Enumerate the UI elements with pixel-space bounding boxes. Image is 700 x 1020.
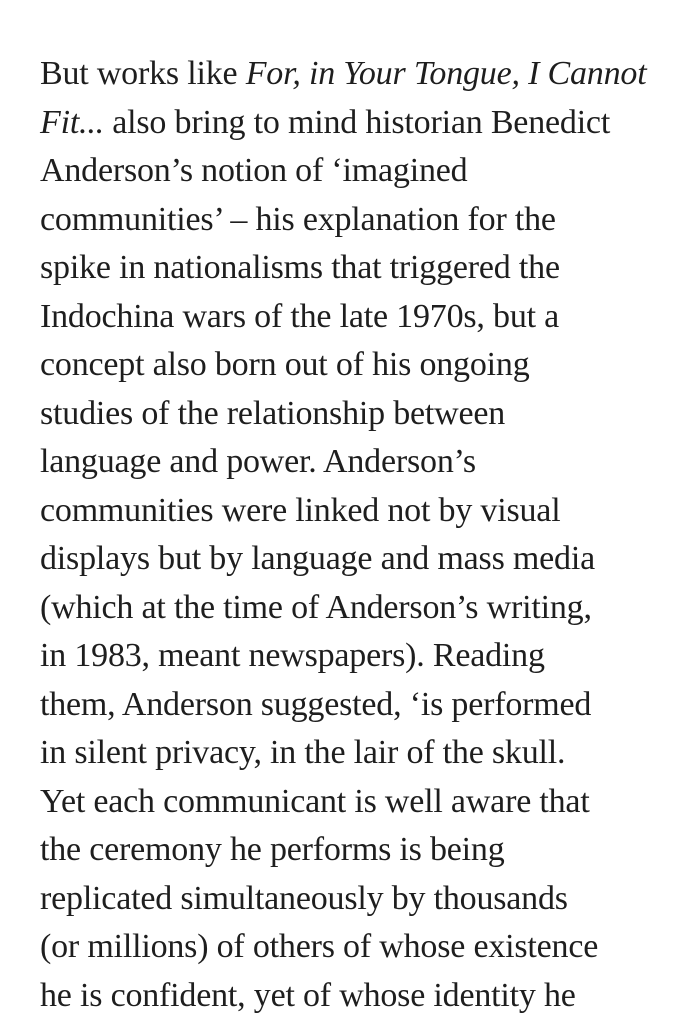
text-line: replicated simultaneously by thousands (40, 875, 680, 924)
text-run: also bring to mind historian Benedict (104, 104, 610, 141)
text-line (40, 99, 680, 148)
text-line: he is confident, yet of whose identity he (40, 972, 680, 1020)
text-line: them, Anderson suggested, ‘is performed (40, 681, 680, 730)
text-line (40, 50, 680, 99)
text-line: communities were linked not by visual (40, 487, 680, 536)
text-line: (or millions) of others of whose existence (40, 923, 680, 972)
text-line: Yet each communicant is well aware that (40, 778, 680, 827)
text-line: studies of the relationship between (40, 390, 680, 439)
text-line: (which at the time of Anderson’s writing, (40, 584, 680, 633)
text-line: Anderson’s notion of ‘imagined (40, 147, 680, 196)
text-line: the ceremony he performs is being (40, 826, 680, 875)
text-line: in silent privacy, in the lair of the skull. (40, 729, 680, 778)
italic-title: Fit... (40, 104, 104, 141)
text-run: But works like (40, 55, 246, 92)
text-line: in 1983, meant newspapers). Reading (40, 632, 680, 681)
text-line: Indochina wars of the late 1970s, but a (40, 293, 680, 342)
text-line: language and power. Anderson’s (40, 438, 680, 487)
text-line: communities’ – his explanation for the (40, 196, 680, 245)
italic-title: For, in Your Tongue, I Cannot (246, 55, 647, 92)
article-body (40, 50, 680, 1020)
text-line: spike in nationalisms that triggered the (40, 244, 680, 293)
text-line: displays but by language and mass media (40, 535, 680, 584)
text-line: concept also born out of his ongoing (40, 341, 680, 390)
